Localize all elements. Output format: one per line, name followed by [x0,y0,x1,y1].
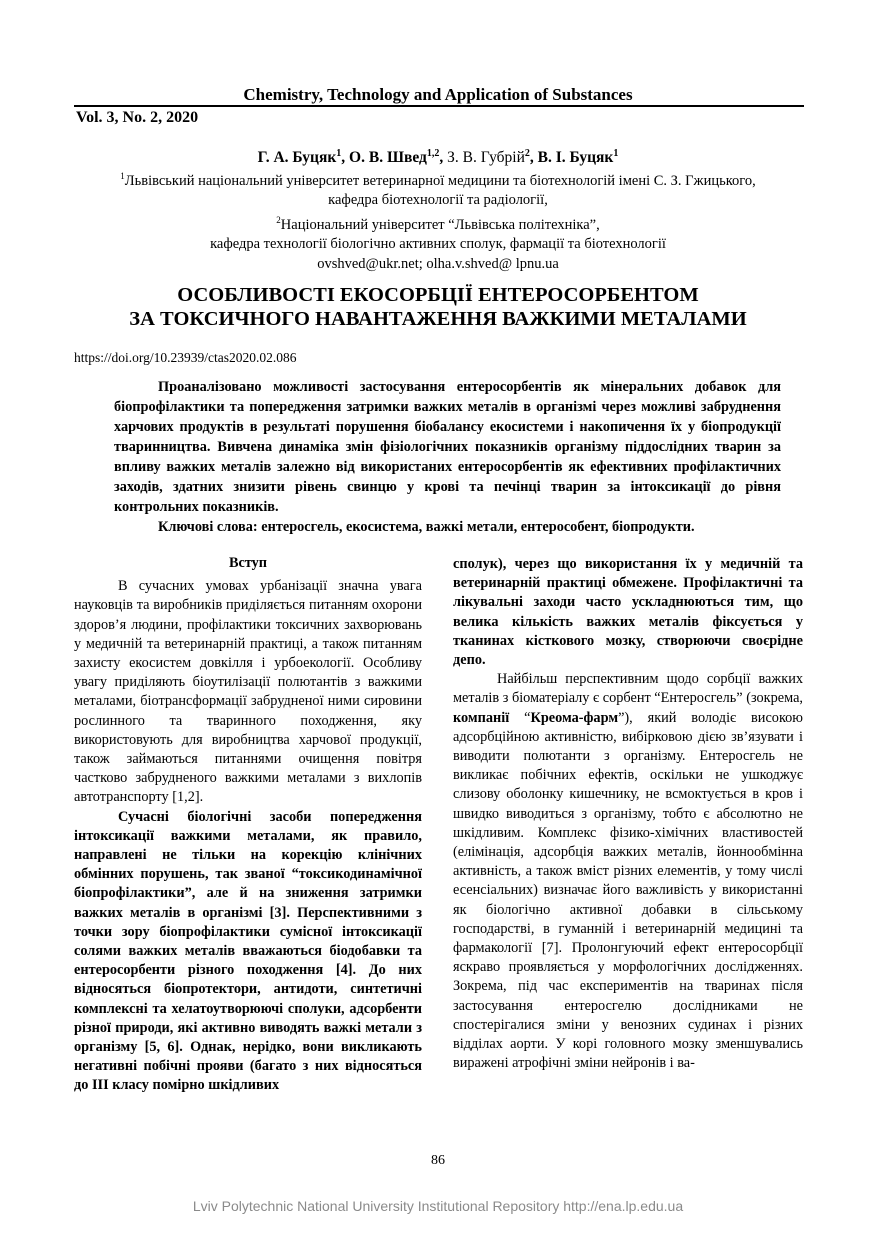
affiliation-line: кафедра біотехнології та радіології, [328,192,548,209]
affiliation-mark: 1 [120,171,125,181]
keywords: Ключові слова: ентеросгель, екосистема, важкі метали, ентерособент, біопродукти. [158,519,695,535]
journal-name: Chemistry, Technology and Application of Substances [243,85,633,104]
paper-title [40,283,836,331]
author-affil-mark: 1 [613,148,619,159]
author-name: В. І. Буцяк [537,149,614,167]
repository-footer: Lviv Polytechnic National University Institutional Repository http://ena.lp.edu.ua [192,1198,684,1214]
author-list: Г. А. Буцяк$^1$, О. В. Швед$^{1,2}$, З. В. Губрій$^2$, В. І. Буцяк$^1$ [257,148,619,167]
right-column [453,555,803,1073]
paragraph: Сучасні біологічні засоби попередження інтоксикації важкими металами, як правило, направлені не тільки на корекцію клінічних обмінних порушень, так званої “токсикодинамічної біопрофілактики”, але й на зниження затримки важких металів в організмі [3]. Перспективними з точки зору біопрофілактики сумісної інтоксикації солями важких металів вважаються біодобавки та ентеросорбенти різного походження [4]. До них відносяться біопротектори, антидоти, синтетичні комплексні та хелатоутворюючі сполуки, адсорбенти різної природи, які активно виводять важкі метали з організму [5, 6]. Однак, нерідко, вони викликають негативні побічні прояви (багато з них відносяться до ІІІ класу помірно шкідливих [74,808,422,1094]
abstract [114,377,781,537]
paragraph: сполук), через що використання їх у медичній та ветеринарній практиці обмежене. Профілактичні та лікувальні заходи часто ускладнюються тим, що велика кількість важких металів фіксується у тканинах кісткового мозку, створюючи своєрідне депо. [453,556,803,669]
affiliation-line: $^2$Національний університет “Львівська політехніка”, [276,214,600,233]
left-column [74,554,422,1096]
paragraph: Найбільш перспективним щодо сорбції важких металів з біоматеріалу є сорбент “Ентеросгель” (зокрема, компанії “Креома-фарм”), який володіє високою адсорбційною активністю, вибірковою дією зв’язувати і виводити полютанти з організму. Ентеросгель не викликає побічних ефектів, оскільки не ушкоджує слизову оболонку кишечнику, не всмоктується в кров і швидко виводиться з організму, тобто є абсолютно не шкідливим. Комплекс фізико-хімічних властивостей (елімінація, адсорбція важких металів, йоннообмінна активність, а також вміст різних елементів, у тому числі есенсіальних) визначає його важливість у використанні як біологічно активної добавки в сільському господарстві, в гуманній і ветеринарній медицині та фармакології [7]. Пролонгуючий ефект ентеросорбції яскраво проявляється у морфологічних дослідженнях. Зокрема, під час експериментів на тваринах після застосування ентеросгелю дослідниками не спостерігалися зміни у венозних судинах і різних відділах аорти. У корі головного мозку зменшувались виражені атрофічні зміни нейронів і ва- [453,671,803,1072]
author-affil-mark: 1,2 [426,148,440,159]
author-affil-mark: 2 [524,148,530,159]
volume-issue: Vol. 3, No. 2, 2020 [76,109,199,126]
affiliation-mark: 2 [276,214,281,225]
affiliation-line: $^1$Львівський національний університет ветеринарної медицини та біотехнологій імені С. З. Гжицького, [120,171,756,189]
affiliations [40,167,836,274]
author-name: З. В. Губрій [447,149,525,167]
header-rule [74,105,804,107]
author-emails: ovshved@ukr.net; olha.v.shved@ lpnu.ua [317,255,559,272]
title-line: ЗА ТОКСИЧНОГО НАВАНТАЖЕННЯ ВАЖКИМИ МЕТАЛАМИ [129,308,747,330]
doi-link[interactable]: https://doi.org/10.23939/ctas2020.02.086 [74,350,297,365]
section-heading-intro: Вступ [228,555,268,571]
page-number: 86 [431,1153,445,1168]
title-line: ОСОБЛИВОСТІ ЕКОСОРБЦІЇ ЕНТЕРОСОРБЕНТОМ [177,284,699,306]
affiliation-line: кафедра технології біологічно активних сполук, фармації та біотехнології [210,236,666,253]
author-affil-mark: 1 [336,148,342,159]
abstract-text: Проаналізовано можливості застосування ентеросорбентів як мінеральних добавок для біопрофілактики та попередження затримки важких металів в організмі через можливі забруднення харчових продуктів в результаті порушення біобалансу екосистеми і накопичення їх у біопродукції тваринництва. Вивчена динаміка змін фізіологічних показників організму піддослідних тварин за впливу важких металів залежно від використаних ентеросорбентів як ефективних профілактичних заходів, здатних знизити рівень свинцю у крові та печінці тварин за інтоксикації до рівня контрольних показників. [114,379,781,515]
paragraph: В сучасних умовах урбанізації значна увага науковців та виробників приділяється питанням охорони здоров’я людини, профілактики токсичних захворювань у медичній та ветеринарній практиці, а також питанням захисту екосистем довкілля і урбоекології. Особливу увагу приділяють біоутилізації полютантів з важкими металами, біотрансформації забрудненої ними сировини рослинного та тваринного походження, яку використовують для виробництва харчової продукції, також займаються питаннями очищення повітря частково забрудненого важкими металами з вихлопів автотранспорту [1,2]. [74,578,422,806]
author-name: Г. А. Буцяк [257,149,337,167]
author-name: О. В. Швед [349,149,427,167]
